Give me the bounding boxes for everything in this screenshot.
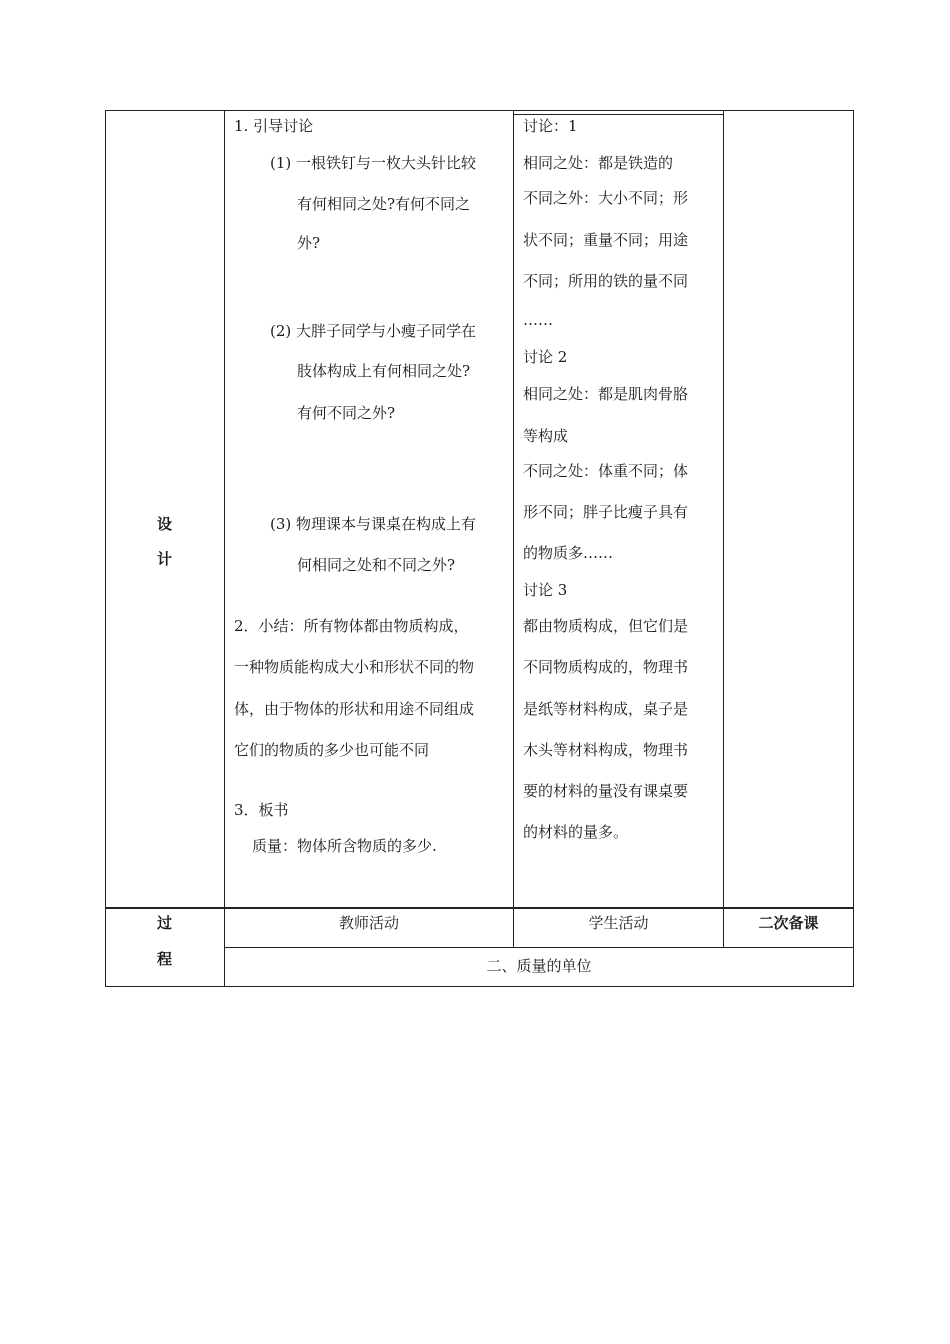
table-border-top xyxy=(105,110,854,111)
summary-line-1: 2．小结：所有物体都由物质构成， xyxy=(234,617,469,635)
table-border-left xyxy=(105,110,106,987)
process-label-2: 程 xyxy=(157,950,173,968)
process-label-1: 过 xyxy=(157,914,173,932)
student-line: 都由物质构成，但它们是 xyxy=(523,617,689,635)
student-line: 讨论 2 xyxy=(523,348,568,366)
table-border-bottom xyxy=(105,986,854,987)
student-line: 相同之处：都是铁造的 xyxy=(523,154,674,172)
design-label-2: 计 xyxy=(157,550,173,568)
summary-line-3: 体，由于物体的形状和用途不同组成 xyxy=(234,700,475,718)
student-line: 等构成 xyxy=(523,427,569,445)
student-line: 要的材料的量没有课桌要 xyxy=(523,782,689,800)
student-line: 状不同；重量不同；用途 xyxy=(523,231,689,249)
student-line: 的物质多…… xyxy=(523,544,614,562)
design-label-1: 设 xyxy=(157,515,173,533)
header-teacher-activity: 教师活动 xyxy=(338,914,399,932)
student-line: 不同物质构成的，物理书 xyxy=(523,658,689,676)
student-line: 形不同；胖子比瘦子具有 xyxy=(523,503,689,521)
student-line: 木头等材料构成，物理书 xyxy=(523,741,689,759)
row-divider-design xyxy=(105,907,854,909)
student-line: 讨论 3 xyxy=(523,581,568,599)
student-line: 的材料的量多。 xyxy=(523,823,629,841)
student-line: 不同之外：大小不同；形 xyxy=(523,189,689,207)
student-box-top xyxy=(513,114,723,115)
question-2-line-3: 有何不同之外? xyxy=(297,404,396,422)
question-2-line-1: (2) 大胖子同学与小瘦子同学在 xyxy=(270,322,477,340)
summary-line-2: 一种物质能构成大小和形状不同的物 xyxy=(234,658,475,676)
col-divider-1 xyxy=(224,110,225,987)
question-1-line-1: (1) 一根铁钉与一枚大头针比较 xyxy=(270,154,477,172)
row-divider-header xyxy=(224,947,854,948)
question-1-line-3: 外? xyxy=(297,234,321,252)
student-line: 不同；所用的铁的量不同 xyxy=(523,272,689,290)
col-divider-2 xyxy=(513,110,514,948)
question-3-line-2: 何相同之处和不同之外? xyxy=(297,556,456,574)
col-divider-3 xyxy=(723,110,724,948)
student-line: 讨论：1 xyxy=(523,117,578,135)
board-title: 3．板书 xyxy=(234,801,289,819)
summary-line-4: 它们的物质的多少也可能不同 xyxy=(234,741,430,759)
student-line: 是纸等材料构成，桌子是 xyxy=(523,700,689,718)
section-title: 二、质量的单位 xyxy=(486,957,592,975)
student-line: …… xyxy=(523,311,553,329)
table-border-right xyxy=(853,110,854,987)
question-2-line-2: 肢体构成上有何相同之处? xyxy=(297,362,471,380)
header-student-activity: 学生活动 xyxy=(588,914,649,932)
header-second-prep: 二次备课 xyxy=(758,914,819,932)
teacher-item-1: 1. 引导讨论 xyxy=(234,117,314,135)
student-line: 相同之处：都是肌肉骨胳 xyxy=(523,385,689,403)
board-content: 质量：物体所含物质的多少. xyxy=(252,837,437,855)
student-line: 不同之处：体重不同；体 xyxy=(523,462,689,480)
question-1-line-2: 有何相同之处?有何不同之 xyxy=(297,195,471,213)
question-3-line-1: (3) 物理课本与课桌在构成上有 xyxy=(270,515,477,533)
